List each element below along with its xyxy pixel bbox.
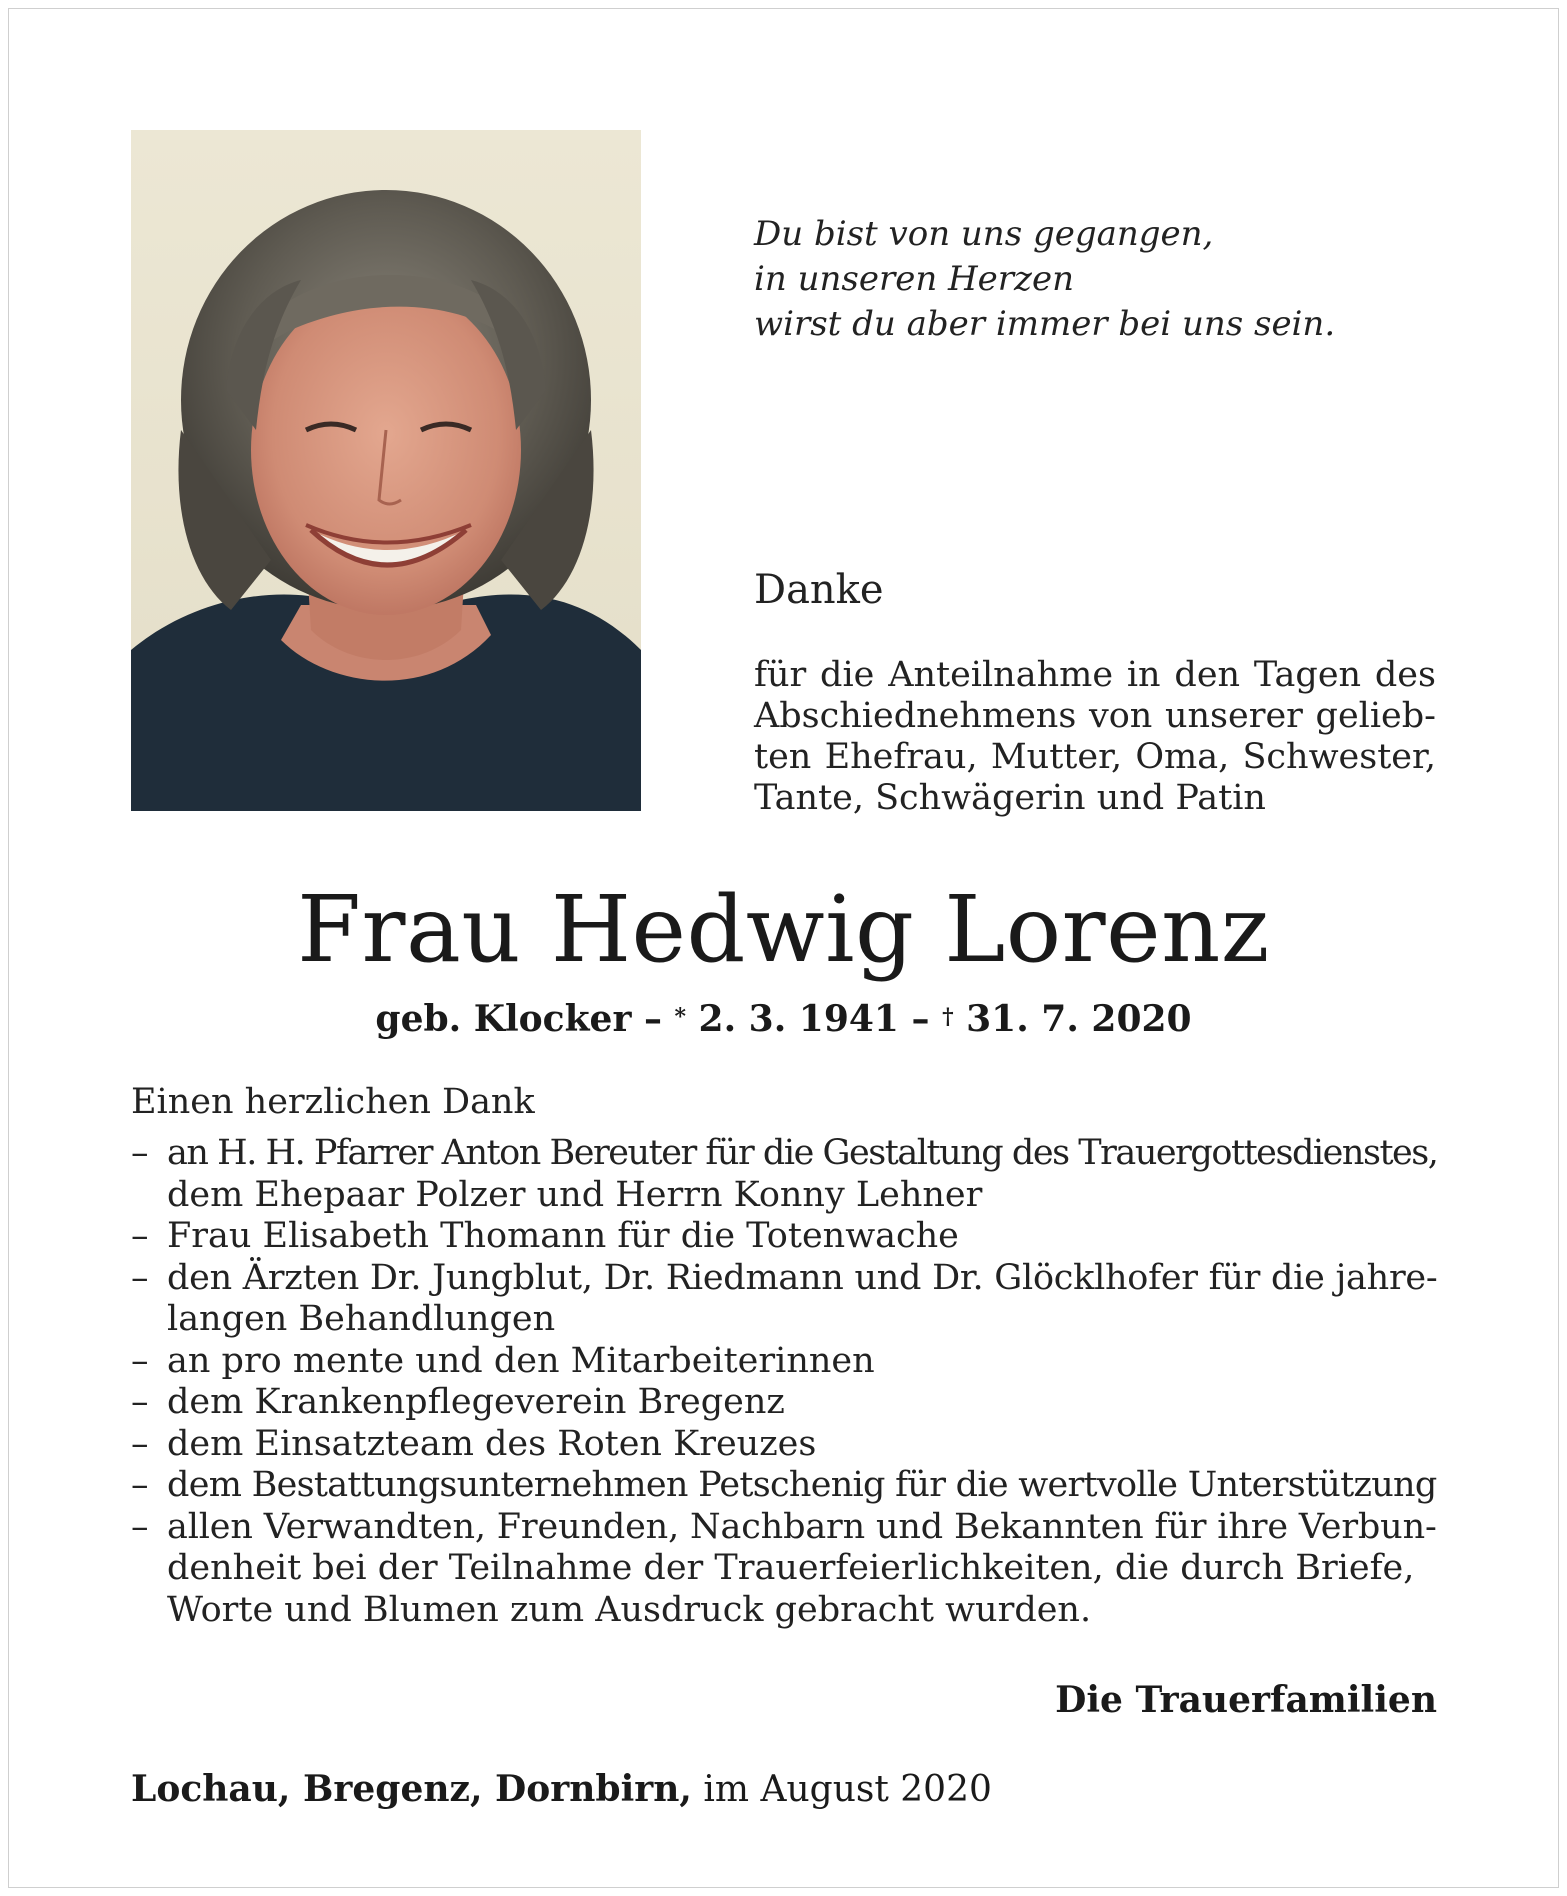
death-symbol: † [942, 1004, 954, 1030]
thanks-list [131, 1133, 1437, 1631]
poem-line: Du bist von uns gegangen, [754, 214, 1214, 254]
date-text: im August 2020 [691, 1769, 992, 1810]
memorial-poem [754, 212, 1454, 347]
paragraph-line: für die Anteilnahme in den Tagen des [754, 655, 1436, 695]
birth-date: 2. 3. 1941 [686, 998, 899, 1040]
separator: – [898, 998, 943, 1040]
list-item-line: langen Behandlungen [167, 1299, 556, 1339]
list-item-line: dem Bestattungsunternehmen Petschenig für die wertvolle Unterstützung [167, 1465, 1437, 1505]
separator: – [631, 998, 675, 1040]
maiden-name: geb. Klocker [375, 998, 632, 1040]
paragraph-line: Tante, Schwägerin und Patin [754, 778, 1266, 818]
locations: Lochau, Bregenz, Dornbirn, [131, 1768, 692, 1810]
list-item [131, 1424, 1437, 1466]
deceased-dates [0, 995, 1567, 1043]
place-and-date [131, 1765, 992, 1814]
list-item [131, 1465, 1437, 1507]
dash-bullet: – [131, 1382, 149, 1422]
portrait-photo-icon [131, 130, 641, 811]
list-item-line: an H. H. Pfarrer Anton Bereuter für die Gestaltung des Trauergottesdienstes, [167, 1133, 1438, 1173]
list-item-line: dem Krankenpflegeverein Bregenz [167, 1382, 785, 1422]
list-item-line: dem Einsatzteam des Roten Kreuzes [167, 1423, 817, 1464]
list-item-line: den Ärzten Dr. Jungblut, Dr. Riedmann und Dr. Glöcklhofer für die jahre- [167, 1257, 1438, 1298]
dash-bullet: – [131, 1257, 149, 1298]
deceased-name: Frau Hedwig Lorenz [297, 876, 1270, 983]
list-item-line: Worte und Blumen zum Ausdruck gebracht wurden. [167, 1589, 1092, 1630]
paragraph-line: ten Ehefrau, Mutter, Oma, Schwester, [754, 737, 1436, 777]
dash-bullet: – [131, 1506, 149, 1547]
list-item [131, 1216, 1437, 1258]
dash-bullet: – [131, 1340, 149, 1381]
death-date: 31. 7. 2020 [953, 998, 1192, 1040]
paragraph-line: Abschiednehmens von unserer gelieb- [754, 696, 1436, 736]
dash-bullet: – [131, 1465, 149, 1505]
list-item [131, 1258, 1437, 1341]
dash-bullet: – [131, 1423, 149, 1464]
list-item [131, 1382, 1437, 1424]
danke-heading: Danke [754, 567, 884, 613]
portrait-photo [131, 130, 641, 811]
signature: Die Trauerfamilien [1055, 1679, 1437, 1721]
dash-bullet: – [131, 1133, 149, 1173]
list-item [131, 1507, 1437, 1632]
dash-bullet: – [131, 1216, 149, 1256]
poem-line: wirst du aber immer bei uns sein. [754, 304, 1336, 344]
list-item-line: allen Verwandten, Freunden, Nachbarn und Bekannten für ihre Verbun- [167, 1506, 1437, 1547]
poem-line: in unseren Herzen [754, 259, 1074, 299]
list-item-line: dem Ehepaar Polzer und Herrn Konny Lehner [167, 1174, 983, 1215]
list-item [131, 1133, 1437, 1216]
list-item [131, 1341, 1437, 1383]
thanks-paragraph [754, 655, 1436, 819]
thanks-intro: Einen herzlichen Dank [131, 1082, 535, 1122]
list-item-line: Frau Elisabeth Thomann für die Totenwache [167, 1216, 959, 1256]
birth-symbol: * [674, 1004, 687, 1030]
list-item-line: denheit bei der Teilnahme der Trauerfeierlichkeiten, die durch Briefe, [167, 1548, 1415, 1588]
list-item-line: an pro mente und den Mitarbeiterinnen [167, 1340, 875, 1381]
